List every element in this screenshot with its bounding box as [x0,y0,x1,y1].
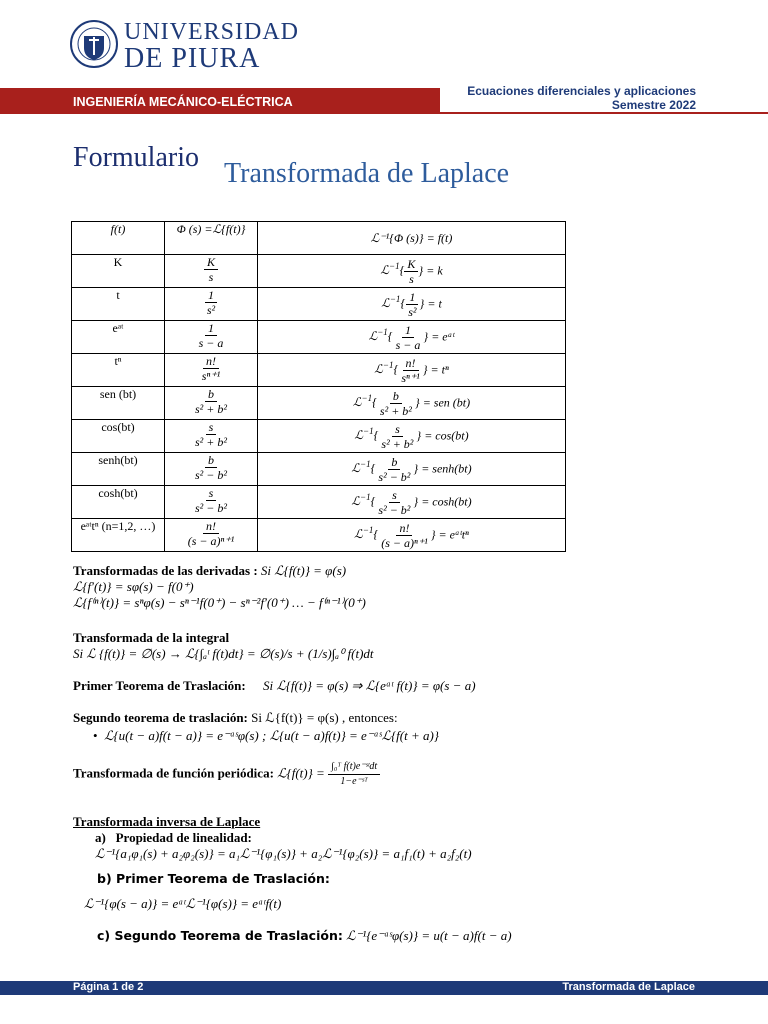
inv-result: = sen (bt) [422,394,471,409]
inv-den: s² − b² [378,469,411,484]
inv-num: b [388,455,400,470]
phi-den: s − a [198,336,224,350]
inv-fraction [404,257,418,286]
periodic-fraction [328,760,380,789]
inv-fraction [378,422,416,451]
header-cell: ℒ⁻¹{Φ (s)} = f(t) [258,222,566,255]
footer-topic: Transformada de Laplace [562,981,695,993]
inv-result: = cos(bt) [424,427,469,442]
phi-fraction [192,387,230,416]
inv-den: s [409,271,414,286]
derivatives-section [73,563,366,611]
phi-den: s² − b² [195,501,227,515]
table-row [72,486,566,519]
inv-num: s [389,488,400,503]
phi-cell [165,420,258,453]
f-value: eᵃᵗtⁿ (n=1,2, …) [80,519,156,533]
inv-fraction [405,290,419,319]
phi-num: b [205,453,217,468]
inv-result: = tⁿ [430,361,449,376]
c-eq: ℒ⁻¹{e⁻ᵃˢφ(s)} = u(t − a)f(t − a) [346,928,512,943]
inv-fraction [398,356,422,385]
f-cell [72,519,165,552]
table-row [72,453,566,486]
shift2-eq: ℒ{u(t − a)f(t − a)} = e⁻ᵃˢφ(s) ; ℒ{u(t − a)f(t)} = e⁻ᵃˢℒ{f(t + a)} [104,728,440,743]
periodic-den: 1−e⁻ˢᵀ [340,776,368,787]
inv-fraction [375,455,413,484]
table-row [72,321,566,354]
b-eq: ℒ⁻¹{φ(s − a)} = eᵃᵗℒ⁻¹{φ(s)} = eᵃᵗf(t) [84,896,282,911]
phi-num: b [205,387,217,402]
integral-section [73,630,374,662]
inverse-section [73,814,472,862]
periodic-num: ∫₀ᵀ f(t)e⁻ˢᵗdt [328,760,380,775]
phi-cell [165,255,258,288]
f-value: eᵃᵗ [112,321,124,335]
inv-result: = cosh(bt) [421,493,472,508]
phi-cell [165,486,258,519]
inv-result: = eᵃᵗ [431,328,455,343]
f-value: K [113,255,123,269]
shift2-title: Segundo teorema de traslación: [73,710,248,725]
phi-cell [165,354,258,387]
inverse-cell: ℒ$^{-1}${ $\frac{n!}{\text{sⁿ⁺¹}}$ } = tⁿ [258,354,566,387]
phi-num: n! [203,519,219,534]
f-value: senh(bt) [98,453,138,467]
table-row [72,387,566,420]
phi-fraction [185,519,237,548]
university-seal-icon [70,16,118,74]
f-cell [72,255,165,288]
phi-cell [165,387,258,420]
deriv-eq1: ℒ{f′(t)} = sφ(s) − f(0⁺) [73,579,194,594]
a-label: a) [95,830,106,845]
phi-den: s² − b² [195,468,227,482]
inv-den: s² [408,304,417,319]
integral-eq: Si ℒ {f(t)} = ∅(s) → ℒ{∫ₐᵗ f(t)dt} = ∅(s)/s + (1/s)∫ₐ⁰ f(t)dt [73,646,374,661]
inv-den: (s − a)ⁿ⁺¹ [381,535,428,550]
inv-den: sⁿ⁺¹ [401,370,420,385]
shift2-section [73,710,439,744]
a-title: Propiedad de linealidad: [115,830,252,845]
inv-num: s [392,422,403,437]
university-logo-text [124,20,299,74]
phi-num: 1 [205,321,217,336]
inverse-cell: ℒ$^{-1}${ $\frac{b}{\text{s² + b²}}$ } = sen (bt) [258,387,566,420]
phi-fraction [199,354,223,383]
table-row [72,255,566,288]
inv-fraction [393,323,424,352]
header-cell: f(t) [72,222,165,255]
phi-cell [165,321,258,354]
f-value: tⁿ [114,354,122,368]
phi-fraction [204,255,218,284]
phi-fraction [196,321,227,350]
footer-page: Página 1 de 2 [73,981,144,993]
inv-num: 1 [402,323,414,338]
c-title: c) Segundo Teorema de Traslación: [97,928,343,943]
f-value: sen (bt) [99,387,137,401]
inverse-cell: ℒ$^{-1}${ $\frac{s}{\text{s² − b²}}$ } = cosh(bt) [258,486,566,519]
f-value: cos(bt) [101,420,135,434]
f-cell [72,321,165,354]
program-band [0,88,440,114]
inv-num: n! [396,521,412,536]
header-cell: Φ (s) =ℒ{f(t)} [165,222,258,255]
f-cell [72,420,165,453]
phi-den: (s − a)ⁿ⁺¹ [187,534,235,548]
page-subtitle: Transformada de Laplace [224,158,510,189]
inv-result: = t [427,295,442,310]
f-cell [72,486,165,519]
inverse-cell: ℒ$^{-1}${ $\frac{K}{s}$ } = k [258,255,566,288]
f-cell [72,288,165,321]
phi-den: s [208,270,214,284]
page-title: Formulario [73,142,199,173]
phi-cell [165,288,258,321]
inverse-cell: ℒ$^{-1}${ $\frac{s}{\text{s² + b²}}$ } = cos(bt) [258,420,566,453]
phi-cell [165,519,258,552]
phi-den: s² + b² [195,435,227,449]
inverse-cell: ℒ$^{-1}${ $\frac{n!}{\text{(s − a)ⁿ⁺¹}}$ } = eᵃᵗtⁿ [258,519,566,552]
integral-title: Transformada de la integral [73,630,230,645]
periodic-section [73,760,380,789]
periodic-title: Transformada de función periódica: [73,765,274,781]
logo-line-2: DE PIURA [124,43,261,74]
phi-den: s² [206,303,216,317]
laplace-table [71,221,566,552]
header-divider [440,112,768,114]
f-value: cosh(bt) [98,486,138,500]
b-title: b) Primer Teorema de Traslación: [97,871,330,886]
phi-fraction [192,420,230,449]
phi-num: s [206,486,217,501]
inv-fraction [377,389,415,418]
shift1-eq: Si ℒ{f(t)} = φ(s) ⇒ ℒ{eᵃᵗ f(t)} = φ(s − a) [262,678,476,693]
logo-line-1: UNIVERSIDAD [124,19,299,45]
inv-den: s² − b² [378,502,411,517]
inv-num: K [404,257,418,272]
table-row [72,420,566,453]
inv-den: s² + b² [379,403,412,418]
inv-den: s − a [395,337,421,352]
course-info [467,84,696,112]
inverse-cell: ℒ$^{-1}${ $\frac{1}{\text{s²}}$ } = t [258,288,566,321]
phi-num: s [206,420,217,435]
deriv-cond: Si ℒ{f(t)} = φ(s) [260,563,347,578]
bullet-icon: • [93,728,98,743]
shift2-cond: Si ℒ{f(t)} = φ(s) , entonces: [251,710,398,725]
program-name: INGENIERÍA MECÁNICO-ELÉCTRICA [73,95,293,109]
f-cell [72,354,165,387]
phi-fraction [192,453,230,482]
f-value: t [116,288,120,302]
f-cell [72,453,165,486]
inv-den: s² + b² [381,436,414,451]
semester: Semestre 2022 [611,98,696,112]
inv-num: 1 [406,290,418,305]
a-eq: ℒ⁻¹{a₁φ₁(s) + a₂φ₂(s)} = a₁ℒ⁻¹{φ₁(s)} + a₂ℒ⁻¹{φ₂(s)} = a₁f₁(t) + a₂f₂(t) [95,846,472,861]
inv-fraction [375,488,413,517]
shift1-title: Primer Teorema de Traslación: [73,678,246,693]
inv-result: = eᵃᵗtⁿ [438,526,469,541]
inv-result: = senh(bt) [421,460,472,475]
phi-cell [165,453,258,486]
table-row [72,519,566,552]
phi-fraction [204,288,218,317]
table-row [72,288,566,321]
phi-den: sⁿ⁺¹ [201,369,221,383]
table-header-row [72,222,566,255]
inverse-cell: ℒ$^{-1}${ $\frac{b}{\text{s² − b²}}$ } = senh(bt) [258,453,566,486]
inverse-title: Transformada inversa de Laplace [73,814,261,829]
c-row [97,928,512,944]
phi-num: n! [203,354,219,369]
inverse-cell: ℒ$^{-1}${ $\frac{1}{s - a}$ } = eᵃᵗ [258,321,566,354]
page-footer [0,981,768,995]
deriv-eq2: ℒ{f⁽ⁿ⁾(t)} = sⁿφ(s) − sⁿ⁻¹f(0⁺) − sⁿ⁻²f′(0⁺) … − f⁽ⁿ⁻¹⁾(0⁺) [73,595,366,610]
inv-num: b [390,389,402,404]
table-row [72,354,566,387]
inv-result: = k [426,262,443,277]
shift1-section [73,678,476,694]
phi-num: 1 [205,288,217,303]
inv-fraction [378,521,430,550]
inv-num: n! [403,356,419,371]
f-cell [72,387,165,420]
course-name: Ecuaciones diferenciales y aplicaciones [467,84,696,98]
deriv-title: Transformadas de las derivadas : [73,563,258,578]
phi-num: K [204,255,218,270]
periodic-lhs: ℒ{f(t)} = [277,765,325,781]
phi-den: s² + b² [195,402,227,416]
phi-fraction [192,486,230,515]
